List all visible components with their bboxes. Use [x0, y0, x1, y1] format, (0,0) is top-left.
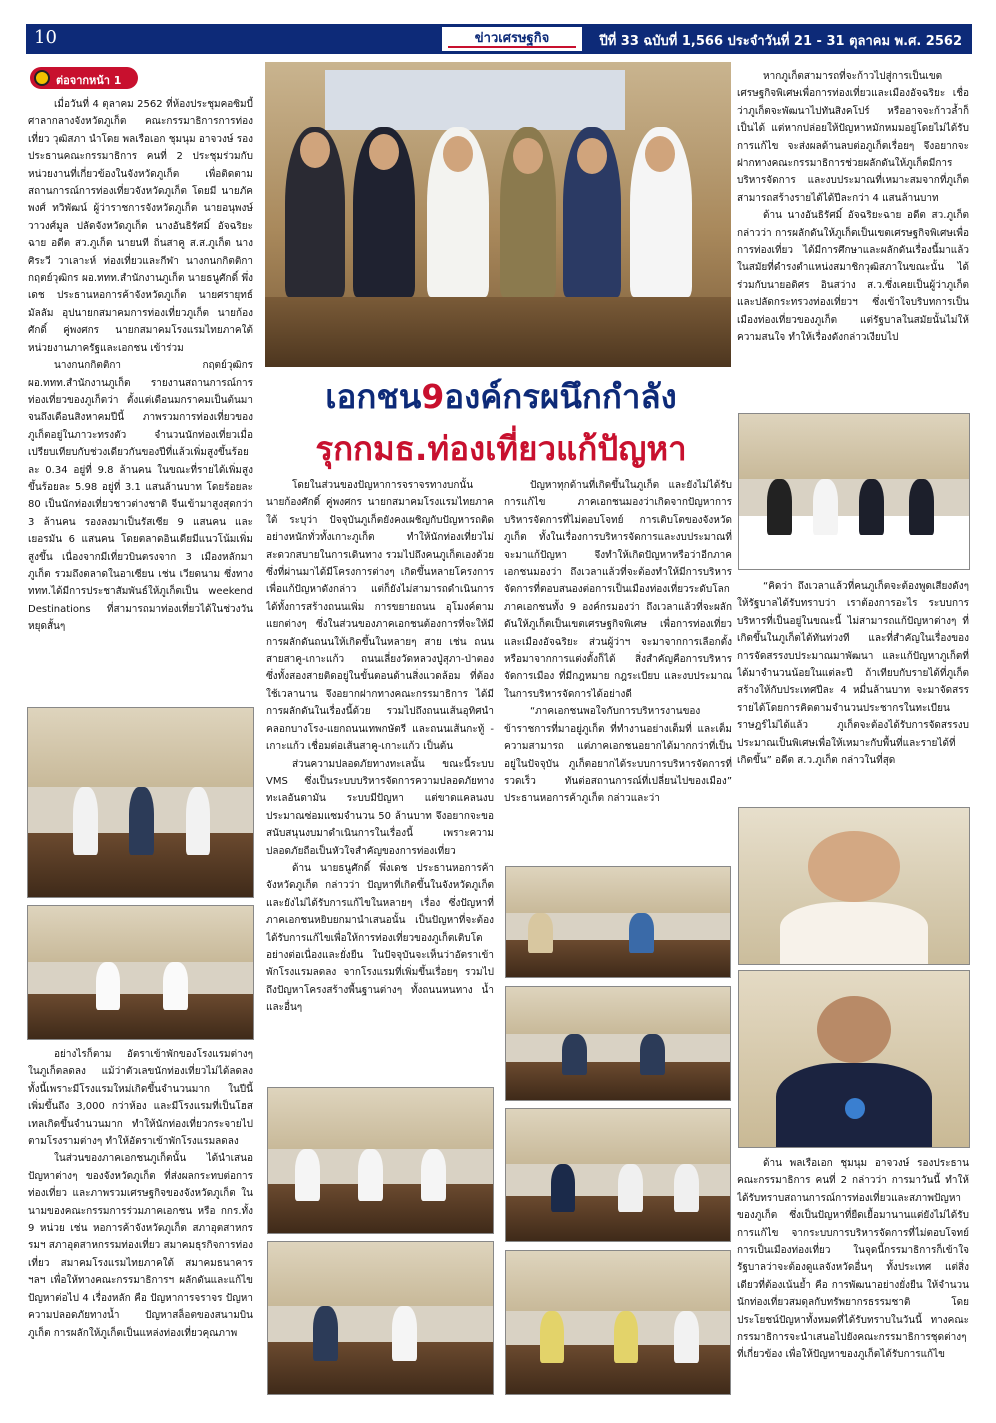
person-figure: [73, 787, 98, 855]
paragraph: ด้าน พลเรือเอก ชุมนุม อาจวงษ์ รองประธานคณะกรรมาธิการ คนที่ 2 กล่าวว่า การมาวันนี้ ทำให้ได้รับทราบสถานการณ์การท่องเที่ยวและสภาพปัญหาของภูเก็ต ซึ่งเป็นปัญหาที่ยืดเยื้อมานานแต่ยังไม่ได้รับการแก้ไข จากระบบการบริหารจัดการที่ไม่ตอบโจทย์ การเป็นเมืองท่องเที่ยว ในจุดนี้กรรมาธิการก็เข้าใจรัฐบาลว่าจะต้องดูแลจังหวัดอื่นๆ ทั้งประเทศ แต่สิ่งเดียวที่ต้องเน้นย้ำ คือ การพัฒนาอย่างยั่งยืน ให้จำนวนนักท่องเที่ยวสมดุลกับทรัพยากรธรรมชาติ โดยประโยชน์ปัญหาทั้งหมดที่ได้รับทราบในวันนี้ ทางคณะกรรมาธิการจะนำเสนอไปยังคณะกรรมาธิการชุดต่างๆ ที่เกี่ยวข้อง เพื่อให้ปัญหาของภูเก็ตได้รับการแก้ไข: [737, 1158, 969, 1361]
column-4-middle: [737, 578, 969, 800]
person-figure: [129, 787, 154, 855]
portrait-photo: [738, 807, 970, 965]
paragraph: ด้าน นางอันธิรัศมิ์ อัจฉริยะฉาย อดีต สว.ภูเก็ต กล่าวว่า การผลักดันให้ภูเก็ตเป็นเขตเศรษฐกิจพิเศษเพื่อการท่องเที่ยว ได้มีการศึกษาและผลักดันเรื่องนี้มาแล้ว ในสมัยที่ดำรงตำแหน่งสมาชิกวุฒิสภาในขณะนั้น ได้ร่วมกับนายอดิศร อินสว่าง ส.ว.ซึ่งเคยเป็นผู้ว่าภูเก็ต และปลัดกระทรวงท่องเที่ยวฯ ซึ่งเข้าใจบริบทการเป็นเมืองท่องเที่ยวของภูเก็ต แต่รัฐบาลในสมัยนั้นไม่ให้ความสนใจ ทำให้เรื่องดังกล่าวเงียบไป: [737, 210, 969, 344]
meeting-photo: [505, 866, 731, 978]
newspaper-logo: [441, 26, 583, 52]
paragraph: ส่วนความปลอดภัยทางทะเลนั้น ขณะนี้ระบบ VMS ซึ่งเป็นระบบบริหารจัดการความปลอดภัยทางทะเลอันดามัน ระบบมีปัญหา แต่ขาดแคลนงบประมาณซ่อมแซมจำนวน 50 ล้านบาท จึงอยากจะขอสนับสนุนงบมาดำเนินการในเรื่องนี้ เพราะความปลอดภัยถือเป็นหัวใจสำคัญของการท่องเที่ยว: [266, 758, 494, 857]
paragraph: ด้าน นายธนูศักดิ์ พึ่งเดช ประธานหอการค้าจังหวัดภูเก็ต กล่าวว่า ปัญหาที่เกิดขึ้นในจังหวัดภูเก็ตและยังไม่ได้รับการแก้ไขในหลายๆ เรื่อง ซึ่งปัญหาที่ภาคเอกชนหยิบยกมานำเสนอนั้น เป็นปัญหาที่จะต้องได้รับการแก้ไขเพื่อให้การท่องเที่ยวของภูเก็ตเติบโตอย่างต่อเนื่องและยั่งยืน ในปัจจุบันจะเห็นว่าอัตราเข้าพักโรงแรมลดลง จากโรงแรมที่เพิ่มขึ้นเรื่อยๆ รวมไปถึงปัญหาโครงสร้างพื้นฐานต่างๆ ทั้งถนนหนทาง น้ำ และอื่นๆ: [266, 862, 494, 1014]
person-figure: [163, 962, 188, 1010]
meeting-photo: [27, 905, 254, 1040]
person-figure: [640, 1034, 665, 1075]
paragraph: อย่างไรก็ตาม อัตราเข้าพักของโรงแรมต่างๆ ในภูเก็ตลดลง แม้ว่าตัวเลขนักท่องเที่ยวไม่ได้ลดลง ทั้งนี้เพราะมีโรงแรมใหม่เกิดขึ้นจำนวนมาก ในปีนี้เพิ่มขึ้นถึง 3,000 กว่าห้อง และมีโรงแรมที่เป็นโฮสเทลเกิดขึ้นจำนวนมาก ทำให้นักท่องเที่ยวกระจายไปตามโรงรามต่างๆ ทำให้อัตราเข้าพักโรงแรมลดลง: [28, 1049, 253, 1148]
page-header: [26, 24, 972, 54]
person-figure: [186, 787, 211, 855]
headline-line-2: รุกกมธ.ท่องเที่ยวแก้ปัญหา: [315, 429, 687, 468]
page-number: 10: [34, 27, 57, 48]
paragraph: นางกนกกิตติกา กฤตย์วุฒิกร ผอ.ททท.สำนักงานภูเก็ต รายงานสถานการณ์การท่องเที่ยวของภูเก็ตว่า ตั้งแต่เดือนมกราคมเป็นต้นมาจนถึงเดือนสิงหาคมปีนี้ ภาพรวมการท่องเที่ยวของภูเก็ตอยู่ในภาวะทรงตัว จำนวนนักท่องเที่ยวเมื่อเปรียบเทียบกับช่วงเดียวกันของปีที่แล้วเพิ่มสูงขึ้นร้อยละ 0.34 อยู่ที่ 9.8 ล้านคน ในขณะที่รายได้เพิ่มสูงขึ้นร้อยละ 5.98 อยู่ที่ 3.1 แสนล้านบาท โดยร้อยละ 80 เป็นนักท่องเที่ยวชาวต่างชาติ จีนเข้ามาสูงสุดกว่า 3 ล้านคน รองลงมาเป็นรัสเซีย 9 แสนคน และเยอรมัน 6 แสนคน โดยตลาดอินเดียมีแนวโน้มเพิ่มสูงขึ้น เนื่องจากมีเที่ยวบินตรงจาก 3 เมืองหลักมาภูเก็ต รวมถึงตลาดในอาเซียน เช่น เวียดนาม ซึ่งทางททท.ได้มีการประชาสัมพันธ์ให้ภูเก็ตเป็น weekend Destinations ที่สามารถมาท่องเที่ยวได้ในช่วงวันหยุดสั้นๆ: [28, 360, 253, 633]
column-1-bottom: [28, 1046, 253, 1398]
column-4-top: [737, 68, 969, 410]
person-figure: [540, 1311, 565, 1362]
projector-screen: [325, 70, 625, 130]
paragraph: โดยในส่วนของปัญหาการจราจรทางบกนั้น นายก้องศักดิ์ คู่พงศกร นายกสมาคมโรงแรมไทยภาคใต้ ระบุว่า ปัจจุบันภูเก็ตยังคงเผชิญกับปัญหารถติดอย่างหนักทั่วทั้งเกาะภูเก็ต ทำให้นักท่องเที่ยวไม่สะดวกสบายในการเดินทาง รวมไปถึงคนภูเก็ตเองด้วย ซึ่งที่ผ่านมาได้มีโครงการต่างๆ เกิดขึ้นหลายโครงการ เพื่อแก้ปัญหาดังกล่าว แต่ก็ยังไม่สามารถดำเนินการได้ทั้งการสร้างถนนเพิ่ม การขยายถนน อุโมงค์ตามแยกต่างๆ ซึ่งในส่วนของภาคเอกชนต้องการที่จะให้มีการผลักดันถนนให้เกิดขึ้นในหลายๆ สาย เช่น ถนนสายสาคู-เกาะแก้ว ถนนเลี่ยงวัดหลวงปู่สุภา-ป่าตอง ซึ่งทั้งสองสายติดอยู่ในขั้นตอนด้านสิ่งแวดล้อม ที่ต้องใช้เวลานาน จึงอยากฝากทางคณะกรรมาธิการ ได้มีการผลักดันในเรื่องนี้ด้วย รวมไปถึงถนนเส้นอุทิศนำคลอกบางโรง-แยกถนนเทพกษัตรี และถนนเส้นกะทู้ - เกาะแก้ว เชื่อมต่อเส้นสาคู-เกาะแก้ว เป็นต้น: [266, 480, 494, 753]
column-4-bottom: [737, 1155, 969, 1395]
person-figure: [96, 962, 121, 1010]
sun-badge-icon: [34, 70, 50, 86]
person-figure: [295, 1149, 320, 1201]
meeting-photo: [267, 1087, 494, 1234]
person-figure: [859, 479, 884, 535]
meeting-photo: [27, 707, 254, 898]
person-figure: [629, 913, 654, 953]
meeting-photo: [505, 986, 731, 1101]
person-figure: [392, 1306, 417, 1361]
person-figure: [674, 1311, 699, 1362]
logo-text: ข่าวเศรษฐกิจ: [474, 31, 550, 46]
meeting-photo: [505, 1108, 731, 1242]
person-figure: [614, 1311, 639, 1362]
person-figure: [618, 1164, 643, 1212]
headline-line-1: เอกชน9องค์กรผนึกกำลัง: [325, 377, 677, 416]
paragraph: หากภูเก็ตสามารถที่จะก้าวไปสู่การเป็นเขตเศรษฐกิจพิเศษเพื่อการท่องเที่ยวและเมืองอัจฉริยะ เชื่อว่าภูเก็ตจะพัฒนาไปทันสิงคโปร์ หรืออาจจะก้าวล้ำก็เป็นได้ แต่หากปล่อยให้ปัญหาหมักหมมอยู่โดยไม่ได้รับการแก้ไข จะส่งผลด้านลบต่อภูเก็ตเรื่อยๆ จึงอยากจะฝากทางคณะกรรมาธิการช่วยผลักดันให้ภูเก็ตมีการบริหารจัดการ และงบประมาณที่เหมาะสมจากที่ภูเก็ตสามารถสร้างรายได้ได้ปีละกว่า 4 แสนล้านบาท: [737, 71, 969, 204]
person-figure: [767, 479, 792, 535]
badge-icon: [845, 1098, 866, 1119]
issue-info: ปีที่ 33 ฉบับที่ 1,566 ประจำวันที่ 21 - 31 ตุลาคม พ.ศ. 2562: [599, 34, 962, 49]
column-2: [266, 477, 494, 1077]
meeting-photo: [738, 413, 970, 570]
headline: [266, 370, 736, 470]
paragraph: ปัญหาทุกด้านที่เกิดขึ้นในภูเก็ต และยังไม่ได้รับการแก้ไข ภาคเอกชนมองว่าเกิดจากปัญหาการบริหารจัดการที่ไม่ตอบโจทย์ การเติบโตของจังหวัดภูเก็ต ทั้งในเรื่องการบริหารจัดการและงบประมาณที่จะมาแก้ปัญหา จึงทำให้เกิดปัญหาหรือว่าอีกภาคเอกชนมองว่า ถึงเวลาแล้วที่จะต้องทำให้มีการบริหารจัดการที่ตอบสนองต่อการเป็นเมืองท่องเที่ยวระดับโลก ภาคเอกชนทั้ง 9 องค์กรมองว่า ถึงเวลาแล้วที่จะผลักดันให้ภูเก็ตเป็นเขตเศรษฐกิจพิเศษ เพื่อการท่องเที่ยวและเมืองอัจฉริยะ ส่วนผู้ว่าฯ จะมาจากการเลือกตั้งหรือมาจากการแต่งตั้งก็ได้ สิ่งสำคัญคือการบริหารจัดการเมือง ที่มีกฎหมาย กฎระเบียบ และงบประมาณในการบริหารจัดการได้อย่างดี: [504, 480, 732, 700]
column-3: [504, 477, 732, 857]
person-figure: [313, 1306, 338, 1361]
person-figure: [528, 913, 553, 953]
portrait-photo: [738, 970, 970, 1148]
column-1-top: [28, 96, 253, 700]
continued-from-label: ต่อจากหน้า 1: [56, 74, 122, 87]
logo-underline: [448, 46, 576, 48]
paragraph: “คิดว่า ถึงเวลาแล้วที่คนภูเก็ตจะต้องพูดเสียงดังๆ ให้รัฐบาลได้รับทราบว่า เราต้องการอะไร ระบบการบริหารที่เป็นอยู่ในขณะนี้ ไม่สามารถแก้ปัญหาต่างๆ ที่เกิดขึ้นในภูเก็ตได้ทันท่วงที และที่สำคัญในเรื่องของการจัดสรรงบประมาณมาพัฒนา และแก้ปัญหาภูเก็ตที่ได้มาจำนวนน้อยในแต่ละปี ถ้าเทียบกับรายได้ที่ภูเก็ตสร้างให้กับประเทศปีละ 4 หมื่นล้านบาท จะมาจัดสรรรายได้โดยการคิดตามจำนวนประชากรในทะเบียนราษฎร์ไม่ได้แล้ว ภูเก็ตจะต้องได้รับการจัดสรรงบประมาณเป็นพิเศษเพื่อให้เหมาะกับพื้นที่และรายได้ที่เกิดขึ้น” อดีต ส.ว.ภูเก็ต กล่าวในที่สุด: [737, 581, 969, 767]
continued-from-tag: [30, 67, 138, 89]
person-figure: [358, 1149, 383, 1201]
person-figure: [909, 479, 934, 535]
paragraph: “ภาคเอกชนพอใจกับการบริหารงานของข้าราชการที่มาอยู่ภูเก็ต ที่ทำงานอย่างเต็มที่ และเต็มความสามารถ แต่ภาคเอกชนอยากได้มากกว่าที่เป็นอยู่ในปัจจุบัน ภูเก็ตอยากได้ระบบการบริหารจัดการที่รวดเร็ว ทันต่อสถานการณ์ที่เปลี่ยนไปของเมือง” ประธานหอการค้าภูเก็ต กล่าวและว่า: [504, 706, 732, 805]
person-figure: [813, 479, 838, 535]
person-figure: [551, 1164, 576, 1212]
paragraph: เมื่อวันที่ 4 ตุลาคม 2562 ที่ห้องประชุมคอซิมบี้ ศาลากลางจังหวัดภูเก็ต คณะกรรมาธิการการท่องเที่ยว วุฒิสภา นำโดย พลเรือเอก ชุมนุม อาจวงษ์ รองประธานคณะกรรมาธิการ คนที่ 2 ประชุมร่วมกับหน่วยงานที่เกี่ยวข้องในจังหวัดภูเก็ต เพื่อติดตามสถานการณ์การท่องเที่ยวจังหวัดภูเก็ต โดยมี นายภัคพงศ์ ทวิพัฒน์ ผู้ว่าราชการจังหวัดภูเก็ต นายอนุพงษ์ วาวงศ์มูล ปลัดจังหวัดภูเก็ต นางอันธิรัศมิ์ อัจฉริยะฉาย อดีต สว.ภูเก็ต นายนที ถิ่นสาคู ส.ส.ภูเก็ต นางศิระวี วาเลาะห์ ท่องเที่ยวและกีฬา นางกนกกิตติกา กฤตย์วุฒิกร ผอ.ททท.สำนักงานภูเก็ต นายธนูศักดิ์ พึ่งเดช ประธานหอการค้าจังหวัดภูเก็ต นายศรายุทธ์ มัลลัม อุปนายกสมาคมการท่องเที่ยวภูเก็ต นายก้องศักดิ์ คู่พงศกร นายกสมาคมโรงแรมไทยภาคใต้ หน่วยงานภาครัฐและเอกชน เข้าร่วม: [28, 99, 253, 354]
person-figure: [421, 1149, 446, 1201]
person-figure: [674, 1164, 699, 1212]
meeting-photo: [505, 1250, 731, 1395]
group-photo: [265, 62, 731, 367]
paragraph: ในส่วนของภาคเอกชนภูเก็ตนั้น ได้นำเสนอปัญหาต่างๆ ของจังหวัดภูเก็ต ที่ส่งผลกระทบต่อการท่องเที่ยว และภาพรวมเศรษฐกิจของจังหวัดภูเก็ต ในนามของคณะกรรมการร่วมภาคเอกชน หรือ กกร.ทั้ง 9 หน่วย เช่น หอการค้าจังหวัดภูเก็ต สภาอุตสาหกรรมฯ สภาอุตสาหกรรมท่องเที่ยว สมาคมธุรกิจการท่องเที่ยว สมาคมโรงแรมไทยภาคใต้ สมาคมธนาคาร ฯลฯ เพื่อให้ทางคณะกรรมาธิการฯ ผลักดันและแก้ไขปัญหาต่อไป 4 เรื่องหลัก คือ ปัญหาการจราจร ปัญหาความปลอดภัยทางน้ำ ปัญหาสล็อตของสนามบินภูเก็ต การผลักให้ภูเก็ตเป็นแหล่งท่องเที่ยวคุณภาพ: [28, 1153, 253, 1339]
person-figure: [562, 1034, 587, 1075]
meeting-photo: [267, 1241, 494, 1395]
